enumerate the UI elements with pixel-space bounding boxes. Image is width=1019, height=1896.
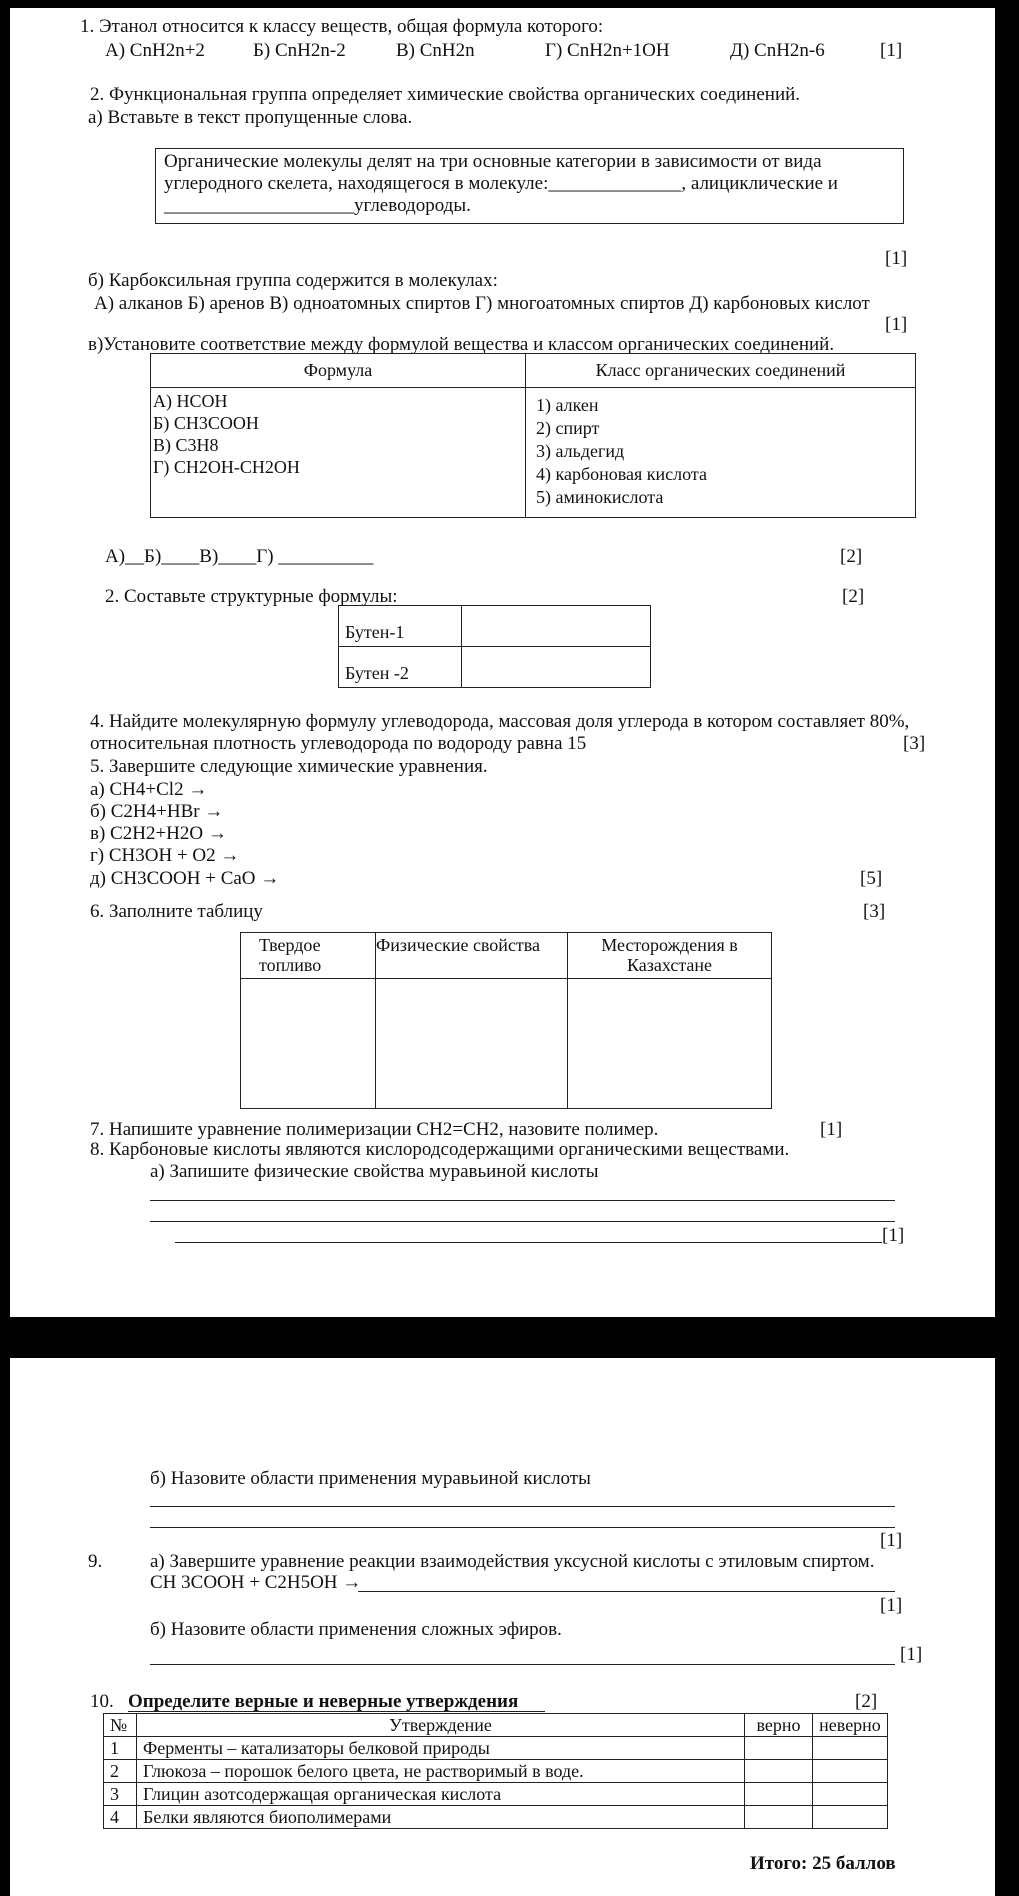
worksheet-page-2 bbox=[10, 1358, 995, 1896]
formula-a: А) НСОН bbox=[153, 391, 228, 411]
class-4: 4) карбоновая кислота bbox=[536, 464, 707, 484]
answer-line bbox=[358, 1591, 895, 1592]
q1-option-a: А) CnH2n+2 bbox=[105, 40, 205, 61]
statements-header-number: № bbox=[104, 1714, 137, 1737]
q2-a-label: а) Вставьте в текст пропущенные слова. bbox=[88, 107, 413, 128]
q9-b-score: [1] bbox=[900, 1644, 923, 1665]
table-row bbox=[104, 1783, 888, 1806]
row-statement: Глюкоза – порошок белого цвета, не растворимый в воде. bbox=[137, 1760, 745, 1783]
q2-b-label: б) Карбоксильная группа содержится в молекулах: bbox=[88, 270, 498, 291]
butene-2-answer bbox=[462, 647, 651, 688]
q1-text: 1. Этанол относится к классу веществ, общая формула которого: bbox=[80, 16, 604, 37]
fuel-header-properties: Физические свойства bbox=[376, 933, 568, 979]
q9-b-label: б) Назовите области применения сложных эфиров. bbox=[150, 1619, 562, 1640]
table-row bbox=[104, 1760, 888, 1783]
q5-item-b: б) C2H4+HBr → bbox=[90, 801, 224, 822]
matching-header-class: Класс органических соединений bbox=[526, 354, 916, 388]
row-number: 1 bbox=[104, 1737, 137, 1760]
row-statement: Белки являются биополимерами bbox=[137, 1806, 745, 1829]
worksheet-page-1 bbox=[10, 8, 995, 1317]
q7-text: 7. Напишите уравнение полимеризации CH2=CH2, назовите полимер. bbox=[90, 1119, 659, 1140]
q9-a-label: а) Завершите уравнение реакции взаимодействия уксусной кислоты с этиловым спиртом. bbox=[150, 1551, 875, 1572]
total-score: Итого: 25 баллов bbox=[750, 1853, 896, 1874]
q6-title: 6. Заполните таблицу bbox=[90, 901, 263, 922]
table-row bbox=[104, 1806, 888, 1829]
q8-a-label: а) Запишите физические свойства муравьиной кислоты bbox=[150, 1161, 599, 1182]
q5-score: [5] bbox=[860, 868, 883, 889]
class-3: 3) альдегид bbox=[536, 441, 625, 461]
q2-b-options: А) алканов Б) аренов В) одноатомных спиртов Г) многоатомных спиртов Д) карбоновых кислот bbox=[94, 293, 870, 314]
matching-header-formula: Формула bbox=[151, 354, 526, 388]
q2-title: 2. Функциональная группа определяет химические свойства органических соединений. bbox=[90, 84, 801, 105]
q3-score: [2] bbox=[842, 586, 865, 607]
q8-b-label: б) Назовите области применения муравьиной кислоты bbox=[150, 1468, 591, 1489]
structural-formula-table bbox=[338, 605, 651, 688]
statements-table bbox=[103, 1713, 888, 1829]
q8-text: 8. Карбоновые кислоты являются кислородсодержащими органическими веществами. bbox=[90, 1139, 790, 1160]
q4-line-2: относительная плотность углеводорода по водороду равна 15 bbox=[90, 733, 587, 754]
fuel-cell-3 bbox=[568, 979, 772, 1109]
q7-score: [1] bbox=[820, 1119, 843, 1140]
q1-option-b: Б) CnH2n-2 bbox=[253, 40, 346, 61]
row-true-cell bbox=[745, 1760, 813, 1783]
q5-item-d: г) CH3OH + O2 → bbox=[90, 845, 240, 866]
fuel-table bbox=[240, 932, 772, 1109]
answer-line bbox=[150, 1221, 895, 1222]
q9-a-score: [1] bbox=[880, 1595, 903, 1616]
fuel-header-deposits: Месторождения в Казахстане bbox=[568, 933, 772, 979]
q8-a-score: [1] bbox=[882, 1225, 905, 1246]
class-cell bbox=[526, 388, 916, 518]
row-true-cell bbox=[745, 1783, 813, 1806]
formula-b: Б) CH3COOH bbox=[153, 413, 259, 433]
row-statement: Глицин азотсодержащая органическая кислота bbox=[137, 1783, 745, 1806]
title-underline bbox=[128, 1711, 545, 1712]
statements-header-true: верно bbox=[745, 1714, 813, 1737]
table-row bbox=[104, 1737, 888, 1760]
answer-line bbox=[150, 1200, 895, 1201]
answer-line bbox=[150, 1664, 895, 1665]
butene-1-answer bbox=[462, 606, 651, 647]
q9-equation: CH 3COOH + C2H5OH → bbox=[150, 1572, 362, 1593]
q4-score: [3] bbox=[903, 733, 926, 754]
fuel-cell-1 bbox=[241, 979, 376, 1109]
q3-text: 2. Составьте структурные формулы: bbox=[105, 586, 398, 607]
q1-option-e: Д) CnH2n-6 bbox=[730, 40, 825, 61]
class-1: 1) алкен bbox=[536, 395, 599, 415]
q5-item-a: а) CH4+Cl2 → bbox=[90, 779, 208, 800]
statements-header-statement: Утверждение bbox=[137, 1714, 745, 1737]
row-false-cell bbox=[813, 1737, 888, 1760]
q5-title: 5. Завершите следующие химические уравнения. bbox=[90, 756, 488, 777]
row-false-cell bbox=[813, 1760, 888, 1783]
q1-option-d: Г) CnH2n+1OH bbox=[545, 40, 670, 61]
q6-score: [3] bbox=[863, 901, 886, 922]
row-true-cell bbox=[745, 1737, 813, 1760]
fuel-cell-2 bbox=[376, 979, 568, 1109]
q5-item-e: д) CH3COOH + CaO → bbox=[90, 868, 280, 889]
q10-title: Определите верные и неверные утверждения bbox=[128, 1691, 519, 1712]
answer-line bbox=[175, 1242, 882, 1243]
butene-2-label: Бутен -2 bbox=[339, 647, 462, 688]
q8-b-score: [1] bbox=[880, 1530, 903, 1551]
q1-score: [1] bbox=[880, 40, 903, 61]
q2-c-label: в)Установите соответствие между формулой вещества и классом органических соединений. bbox=[88, 334, 835, 355]
q2-b-score: [1] bbox=[885, 314, 908, 335]
matching-table bbox=[150, 353, 916, 518]
formula-cell bbox=[151, 388, 526, 518]
row-number: 2 bbox=[104, 1760, 137, 1783]
butene-1-label: Бутен-1 bbox=[339, 606, 462, 647]
answer-line bbox=[150, 1506, 895, 1507]
row-true-cell bbox=[745, 1806, 813, 1829]
row-statement: Ферменты – катализаторы белковой природы bbox=[137, 1737, 745, 1760]
matching-answer-line: А)__Б)____В)____Г) __________ bbox=[105, 546, 374, 567]
q9-number: 9. bbox=[88, 1551, 103, 1572]
box-line-1: Органические молекулы делят на три основные категории в зависимости от вида bbox=[164, 151, 822, 172]
answer-line bbox=[150, 1527, 895, 1528]
q2-a-score: [1] bbox=[885, 248, 908, 269]
class-5: 5) аминокислота bbox=[536, 487, 664, 507]
q4-line-1: 4. Найдите молекулярную формулу углеводорода, массовая доля углерода в котором составляет 80%, bbox=[90, 711, 910, 732]
q2-c-score: [2] bbox=[840, 546, 863, 567]
row-number: 4 bbox=[104, 1806, 137, 1829]
q10-number: 10. bbox=[90, 1691, 114, 1712]
q10-score: [2] bbox=[855, 1691, 878, 1712]
box-line-2: углеродного скелета, находящегося в молекуле:______________, алициклические и bbox=[164, 173, 838, 194]
q5-item-c: в) C2H2+H2O → bbox=[90, 823, 227, 844]
q1-option-c: В) CnH2n bbox=[396, 40, 475, 61]
formula-d: Г) CH2OH-CH2OH bbox=[153, 457, 300, 477]
row-false-cell bbox=[813, 1806, 888, 1829]
formula-c: В) C3H8 bbox=[153, 435, 219, 455]
box-line-3: ____________________углеводороды. bbox=[164, 195, 471, 216]
row-number: 3 bbox=[104, 1783, 137, 1806]
row-false-cell bbox=[813, 1783, 888, 1806]
statements-header-false: неверно bbox=[813, 1714, 888, 1737]
class-2: 2) спирт bbox=[536, 418, 600, 438]
fill-in-text-box bbox=[155, 148, 904, 224]
fuel-header-solid: Твердое топливо bbox=[241, 933, 376, 979]
